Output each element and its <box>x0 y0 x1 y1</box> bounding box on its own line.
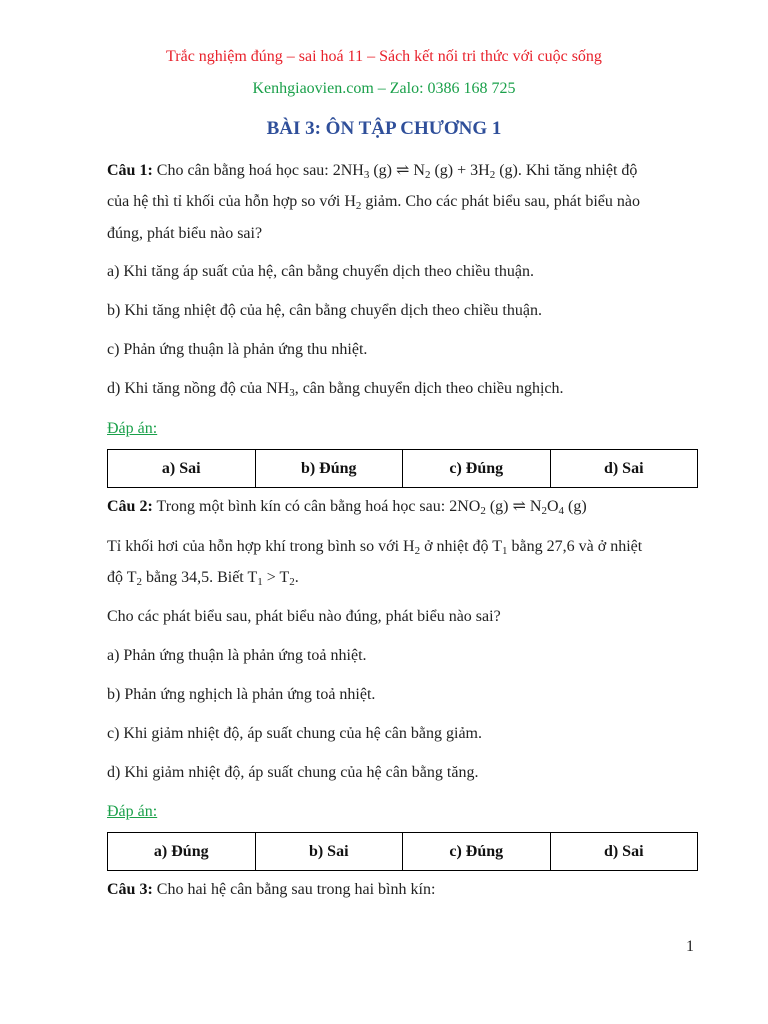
q1-option-a: a) Khi tăng áp suất của hệ, cân bằng chuyển dịch theo chiều thuận. <box>107 263 534 280</box>
q2-paragraph-line-2 <box>107 568 299 588</box>
q2-option-a: a) Phản ứng thuận là phản ứng toả nhiệt. <box>107 647 367 664</box>
subscript: 2 <box>489 169 496 181</box>
subscript: 4 <box>558 505 564 517</box>
q1-option-d-text: , cân bằng chuyển dịch theo chiều nghịch. <box>294 380 564 397</box>
header-contact-line: Kenhgiaovien.com – Zalo: 0386 168 725 <box>252 80 516 97</box>
subscript: 2 <box>541 505 547 517</box>
table-row <box>108 833 698 871</box>
subscript: 2 <box>289 576 295 588</box>
q1-stem-text: giảm. Cho các phát biểu sau, phát biểu nào <box>361 193 640 210</box>
q2-text: ở nhiệt độ T <box>420 538 503 555</box>
q2-answer-d: d) Sai <box>550 833 698 871</box>
q1-stem-text: Cho cân bằng hoá học sau: 2NH <box>152 162 364 179</box>
q1-answer-c: c) Đúng <box>403 450 551 488</box>
q2-paragraph-line-1 <box>107 537 642 557</box>
subscript: 3 <box>289 387 295 399</box>
q2-stem-line <box>107 497 587 517</box>
q1-stem-text: (g). Khi tăng nhiệt độ <box>495 162 638 179</box>
q2-prompt: Cho các phát biểu sau, phát biểu nào đúng, phát biểu nào sai? <box>107 608 501 625</box>
q3-stem-line <box>107 880 435 900</box>
q2-stem-text: (g) <box>564 498 587 515</box>
subscript: 2 <box>355 200 362 212</box>
q2-text: . <box>294 569 299 586</box>
q2-answer-label: Đáp án: <box>107 803 158 820</box>
q1-stem-text: của hệ thì tỉ khối của hỗn hợp so với H <box>107 193 356 210</box>
page-number: 1 <box>686 938 694 955</box>
subscript: 3 <box>363 169 370 181</box>
subscript: 2 <box>424 169 431 181</box>
subscript: 2 <box>480 505 486 517</box>
q1-answer-table <box>107 449 698 488</box>
subscript: 1 <box>257 576 263 588</box>
q2-stem-text: (g) ⇌ N <box>485 498 542 515</box>
q2-answer-c: c) Đúng <box>403 833 551 871</box>
q2-stem-text: Trong một bình kín có cân bằng hoá học sau: 2NO <box>152 498 481 515</box>
q3-stem-text: Cho hai hệ cân bằng sau trong hai bình kín: <box>152 881 436 898</box>
q2-option-d: d) Khi giảm nhiệt độ, áp suất chung của hệ cân bằng tăng. <box>107 764 479 781</box>
table-row <box>108 450 698 488</box>
q2-text: > T <box>262 569 290 586</box>
q1-option-d <box>107 379 563 399</box>
q1-option-c: c) Phản ứng thuận là phản ứng thu nhiệt. <box>107 341 368 358</box>
q1-stem-line-3: đúng, phát biểu nào sai? <box>107 225 263 242</box>
q2-label: Câu 2: <box>107 498 153 515</box>
q1-stem-line-1 <box>107 161 637 181</box>
q3-label: Câu 3: <box>107 881 153 898</box>
q2-answer-b: b) Sai <box>255 833 403 871</box>
q1-answer-label: Đáp án: <box>107 420 158 437</box>
q1-stem-line-2 <box>107 192 640 212</box>
q1-stem-text: (g) ⇌ N <box>369 162 425 179</box>
q2-answer-table <box>107 832 698 871</box>
q2-text: bằng 34,5. Biết T <box>141 569 258 586</box>
subscript: 2 <box>136 576 142 588</box>
q2-option-c: c) Khi giảm nhiệt độ, áp suất chung của hệ cân bằng giảm. <box>107 725 482 742</box>
subscript: 2 <box>414 545 421 557</box>
q1-option-b: b) Khi tăng nhiệt độ của hệ, cân bằng chuyển dịch theo chiều thuận. <box>107 302 542 319</box>
page-title: BÀI 3: ÔN TẬP CHƯƠNG 1 <box>266 118 502 139</box>
q1-stem-text: (g) + 3H <box>430 162 490 179</box>
q1-answer-b: b) Đúng <box>255 450 403 488</box>
q2-text: độ T <box>107 569 137 586</box>
q2-answer-a: a) Đúng <box>108 833 256 871</box>
q1-answer-d: d) Sai <box>550 450 698 488</box>
q2-stem-text: O <box>546 498 559 515</box>
q1-answer-a: a) Sai <box>108 450 256 488</box>
q2-text: Tỉ khối hơi của hỗn hợp khí trong bình so với H <box>107 538 415 555</box>
header-subject-line: Trắc nghiệm đúng – sai hoá 11 – Sách kết nối tri thức với cuộc sống <box>166 48 602 65</box>
q2-option-b: b) Phản ứng nghịch là phản ứng toả nhiệt. <box>107 686 376 703</box>
subscript: 1 <box>502 545 508 557</box>
q1-option-d-text: d) Khi tăng nồng độ của NH <box>107 380 290 397</box>
q1-label: Câu 1: <box>107 162 153 179</box>
q2-text: bằng 27,6 và ở nhiệt <box>507 538 643 555</box>
